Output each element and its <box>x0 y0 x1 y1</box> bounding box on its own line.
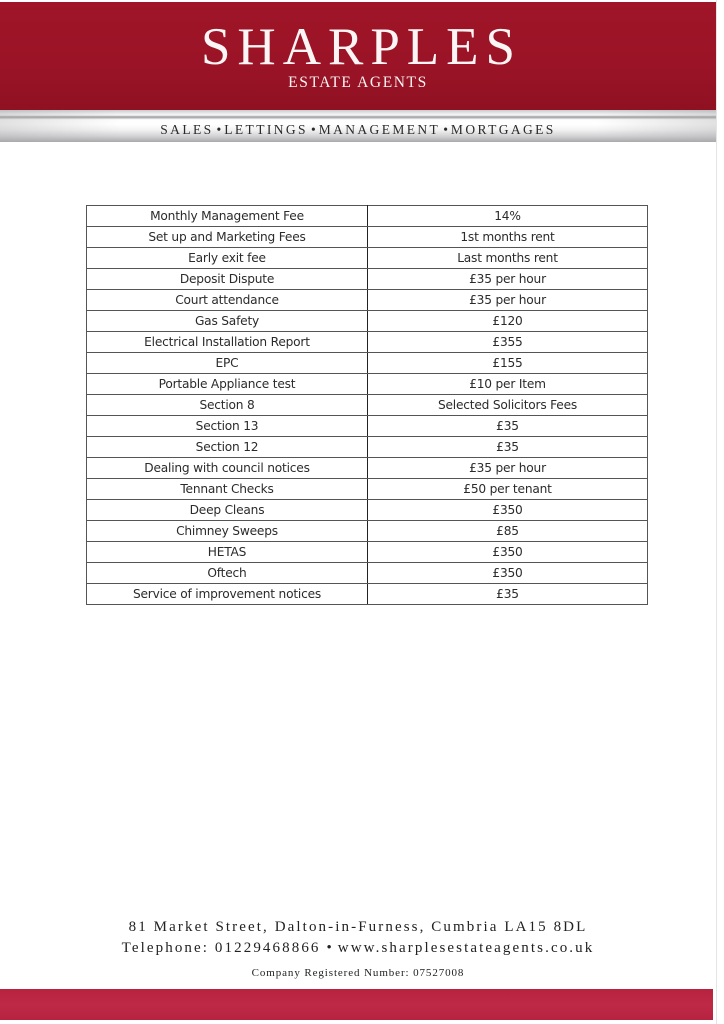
fee-row <box>87 311 648 332</box>
fee-item: Chimney Sweeps <box>87 521 368 542</box>
telephone-label: Telephone: <box>121 940 210 956</box>
fee-row <box>87 416 648 437</box>
fee-row <box>87 542 648 563</box>
fee-item: Gas Safety <box>87 311 368 332</box>
service-mortgages: MORTGAGES <box>450 122 556 137</box>
fee-amount: £350 <box>368 500 648 521</box>
service-management: MANAGEMENT <box>318 122 441 137</box>
fee-row <box>87 500 648 521</box>
brand-name: SHARPLES <box>200 22 523 72</box>
fee-amount: £35 per hour <box>368 290 648 311</box>
fee-row <box>87 374 648 395</box>
fee-amount: £35 per hour <box>368 269 648 290</box>
fee-amount: £355 <box>368 332 648 353</box>
fee-item: Section 12 <box>87 437 368 458</box>
page-edge <box>716 0 717 1024</box>
fee-item: Service of improvement notices <box>87 584 368 605</box>
telephone-number: 01229468866 <box>214 940 321 956</box>
fee-amount: £350 <box>368 563 648 584</box>
fee-row <box>87 479 648 500</box>
fee-item: Portable Appliance test <box>87 374 368 395</box>
fees-table-body <box>87 206 648 605</box>
fee-amount: 1st months rent <box>368 227 648 248</box>
fee-row <box>87 269 648 290</box>
company-registration: Company Registered Number: 07527008 <box>251 967 465 979</box>
service-sales: SALES <box>160 122 214 137</box>
fee-amount: £120 <box>368 311 648 332</box>
header-banner <box>0 2 716 110</box>
service-lettings: LETTINGS <box>224 122 308 137</box>
fee-item: Dealing with council notices <box>87 458 368 479</box>
fee-item: Section 8 <box>87 395 368 416</box>
contact-separator: • <box>326 940 332 956</box>
website-link[interactable]: www.sharplesestateagents.co.uk <box>337 940 595 956</box>
fee-item: Electrical Installation Report <box>87 332 368 353</box>
fee-amount: £10 per Item <box>368 374 648 395</box>
service-separator: • <box>216 122 222 137</box>
fee-row <box>87 437 648 458</box>
fee-amount: 14% <box>368 206 648 227</box>
fee-item: Deposit Dispute <box>87 269 368 290</box>
fee-amount: £350 <box>368 542 648 563</box>
fee-row <box>87 206 648 227</box>
brand-subtitle: ESTATE AGENTS <box>288 74 428 91</box>
fee-row <box>87 458 648 479</box>
fee-amount: Selected Solicitors Fees <box>368 395 648 416</box>
fee-item: Section 13 <box>87 416 368 437</box>
fee-item: Oftech <box>87 563 368 584</box>
fee-item: Early exit fee <box>87 248 368 269</box>
fee-row <box>87 332 648 353</box>
fee-amount: £85 <box>368 521 648 542</box>
service-separator: • <box>310 122 316 137</box>
fee-item: HETAS <box>87 542 368 563</box>
fee-row <box>87 248 648 269</box>
fee-amount: £35 <box>368 437 648 458</box>
fee-item: EPC <box>87 353 368 374</box>
fee-row <box>87 521 648 542</box>
fee-amount: Last months rent <box>368 248 648 269</box>
services-line <box>0 122 716 138</box>
footer-bar <box>0 989 713 1020</box>
fee-amount: £35 <box>368 584 648 605</box>
fee-item: Court attendance <box>87 290 368 311</box>
fee-row <box>87 353 648 374</box>
fee-amount: £155 <box>368 353 648 374</box>
fee-item: Monthly Management Fee <box>87 206 368 227</box>
fee-row <box>87 227 648 248</box>
footer-contact <box>0 939 716 957</box>
fee-row <box>87 584 648 605</box>
fee-amount: £35 <box>368 416 648 437</box>
fee-row <box>87 395 648 416</box>
fee-amount: £50 per tenant <box>368 479 648 500</box>
fee-amount: £35 per hour <box>368 458 648 479</box>
fee-item: Set up and Marketing Fees <box>87 227 368 248</box>
service-separator: • <box>443 122 448 137</box>
fee-row <box>87 563 648 584</box>
footer-address: 81 Market Street, Dalton-in-Furness, Cumbria LA15 8DL <box>128 919 588 935</box>
fee-row <box>87 290 648 311</box>
fee-item: Tennant Checks <box>87 479 368 500</box>
fee-item: Deep Cleans <box>87 500 368 521</box>
fees-table <box>86 205 648 605</box>
